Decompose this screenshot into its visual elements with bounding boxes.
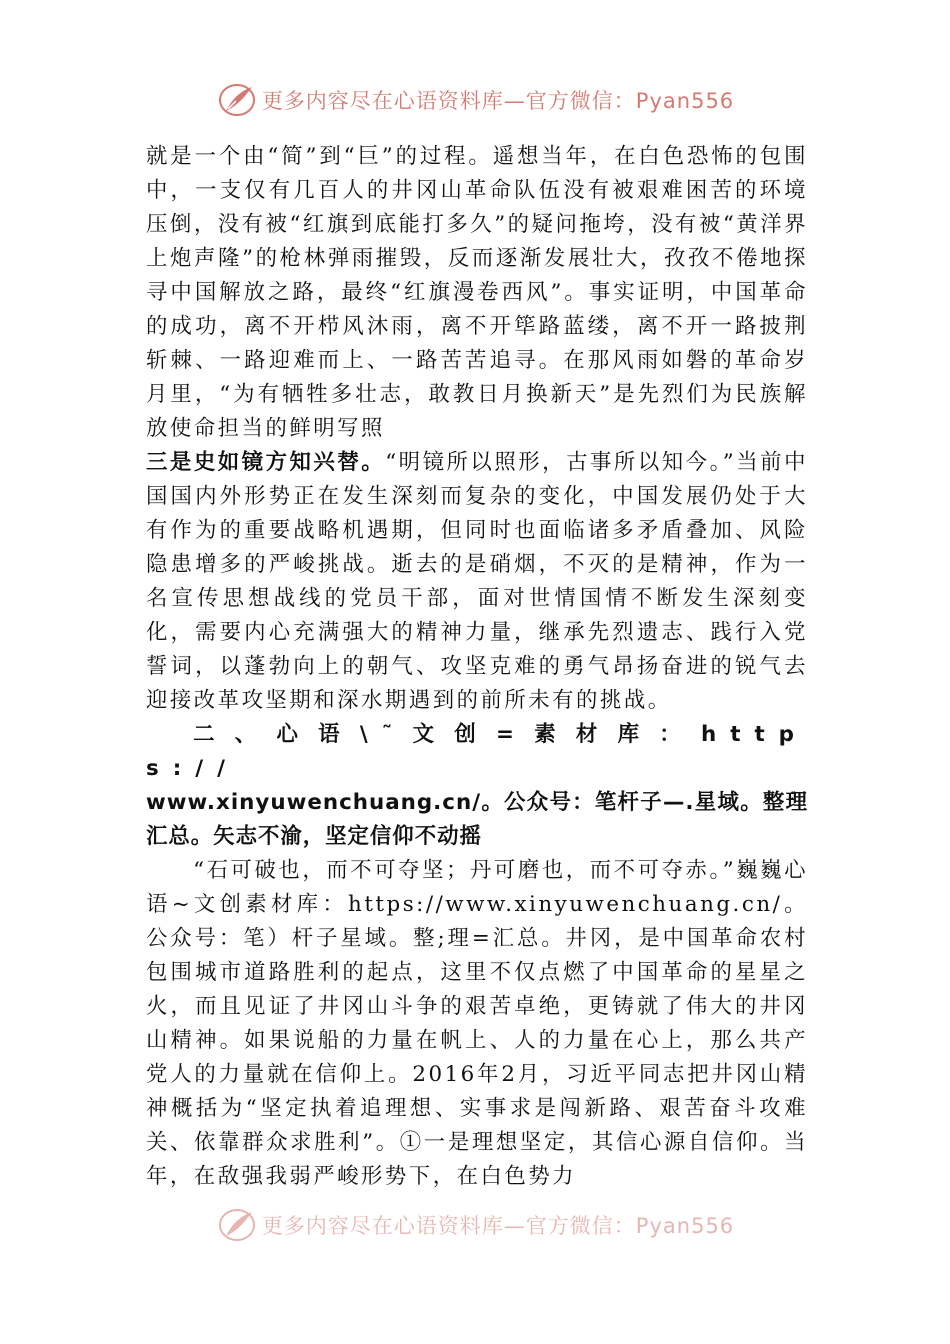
- paragraph-2: [146, 446, 808, 718]
- document-body: [146, 140, 808, 1194]
- section-heading-lead: 二、心语\˜文创=素材库：https://: [146, 722, 808, 781]
- feather-pen-icon: [216, 1206, 258, 1244]
- section-heading: [146, 718, 808, 854]
- paragraph-2-text: “明镜所以照形，古事所以知今。”当前中国国内外形势正在发生深刻而复杂的变化，中国发展仍处于大有作为的重要战略机遇期，但同时也面临诸多矛盾叠加、风险隐患增多的严峻挑战。逝去的是硝烟，不灭的是精神，作为一名宣传思想战线的党员干部，面对世情国情不断发生深刻变化，需要内心充满强大的精神力量，继承先烈遗志、践行入党誓词，以蓬勃向上的朝气、攻坚克难的勇气昂扬奋进的锐气去迎接改革攻坚期和深水期遇到的前所未有的挑战。: [146, 450, 808, 713]
- feather-pen-icon: [216, 81, 258, 119]
- paragraph-1: [146, 140, 808, 446]
- paragraph-2-bold-lead: 三是史如镜方知兴替。: [146, 450, 386, 475]
- paragraph-3-text: “石可破也，而不可夺坚；丹可磨也，而不可夺赤。”巍巍心语~文创素材库：https://www.xinyuwenchuang.cn/。公众号：笔）杆子星域。整;理=汇总。井冈，是中国革命农村包围城市道路胜利的起点，这里不仅点燃了中国革命的星星之火，而且见证了井冈山斗争的艰苦卓绝，更铸就了伟大的井冈山精神。如果说船的力量在帆上、人的力量在心上，那么共产党人的力量就在信仰上。2016年2月，习近平同志把井冈山精神概括为“坚定执着追理想、实事求是闯新路、艰苦奋斗攻难关、依靠群众求胜利”。①一是理想坚定，其信心源自信仰。当年，在敌强我弱严峻形势下，在白色势力: [146, 858, 808, 1189]
- watermark-footer-text: 更多内容尽在心语资料库—官方微信：Pyan556: [261, 1214, 735, 1238]
- watermark-text: 更多内容尽在心语资料库—官方微信：Pyan556: [261, 89, 735, 113]
- watermark-header: [0, 80, 950, 120]
- section-heading-rest: www.xinyuwenchuang.cn/。公众号：笔杆子—.星域。整理汇总。矢志不渝，坚定信仰不动摇: [146, 790, 808, 849]
- paragraph-3: [146, 854, 808, 1194]
- watermark-footer: [0, 1205, 950, 1245]
- paragraph-1-text: 就是一个由“简”到“巨”的过程。遥想当年，在白色恐怖的包围中，一支仅有几百人的井冈山革命队伍没有被艰难困苦的环境压倒，没有被“红旗到底能打多久”的疑问拖垮，没有被“黄洋界上炮声隆”的枪林弹雨摧毁，反而逐渐发展壮大，孜孜不倦地探寻中国解放之路，最终“红旗漫卷西风”。事实证明，中国革命的成功，离不开栉风沐雨，离不开筚路蓝缕，离不开一路披荆斩棘、一路迎难而上、一路苦苦追寻。在那风雨如磐的革命岁月里，“为有牺牲多壮志，敢教日月换新天”是先烈们为民族解放使命担当的鲜明写照: [146, 144, 808, 441]
